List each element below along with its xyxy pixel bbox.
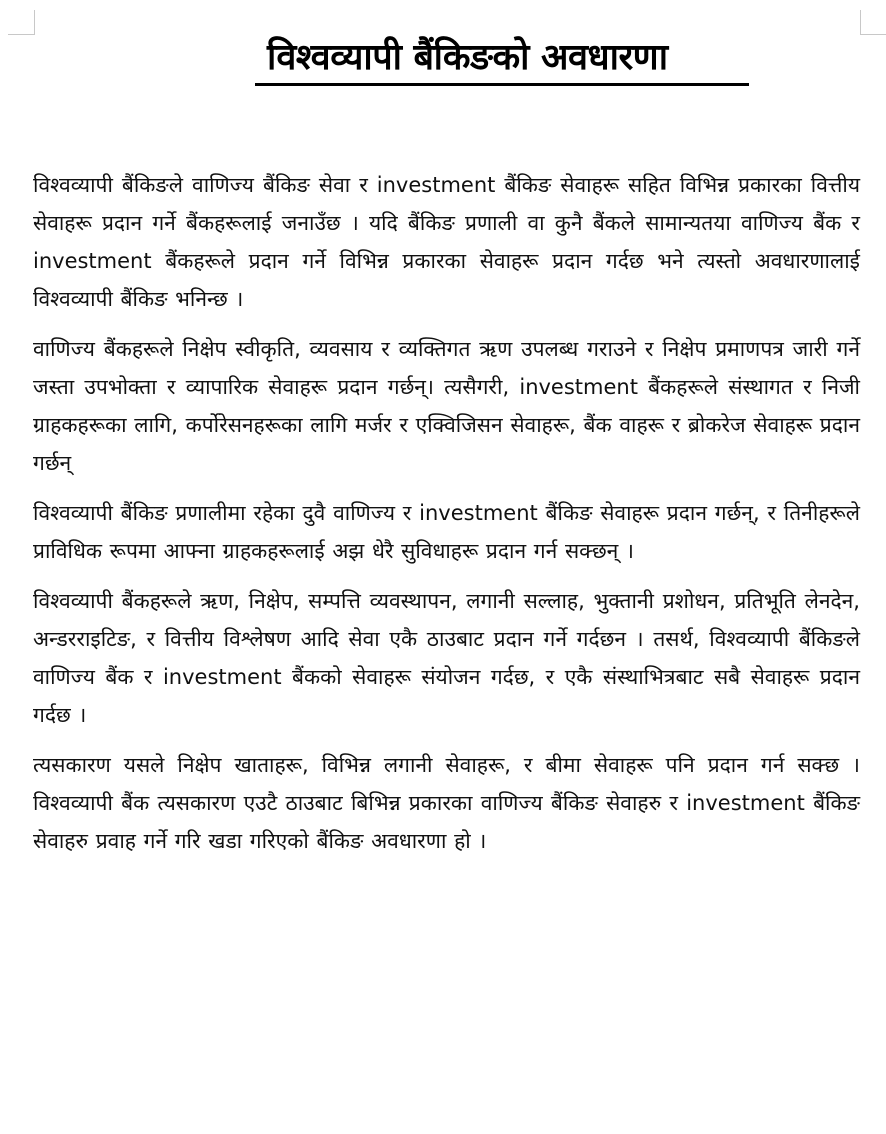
document-body bbox=[33, 166, 860, 872]
paragraph-3: विश्वव्यापी बैंकिङ प्रणालीमा रहेका दुवै वाणिज्य र investment बैंकिङ सेवाहरू प्रदान गर्छन्, र तिनीहरूले प्राविधिक रूपमा आफ्ना ग्राहकहरूलाई अझ धेरै सुविधाहरू प्रदान गर्न सक्छन् । bbox=[33, 501, 860, 563]
paragraph-1: विश्वव्यापी बैंकिङले वाणिज्य बैंकिङ सेवा र investment बैंकिङ सेवाहरू सहित विभिन्न प्रकारका वित्तीय सेवाहरू प्रदान गर्ने बैंकहरूलाई जनाउँछ । यदि बैंकिङ प्रणाली वा कुनै बैंकले सामान्यतया वाणिज्य बैंक र investment बैंकहरूले प्रदान गर्ने विभिन्न प्रकारका सेवाहरू प्रदान गर्दछ भने त्यस्तो अवधारणालाई विश्वव्यापी बैंकिङ भनिन्छ । bbox=[33, 173, 860, 311]
paragraph-5: त्यसकारण यसले निक्षेप खाताहरू, विभिन्न लगानी सेवाहरू, र बीमा सेवाहरू पनि प्रदान गर्न सक्छ । विश्वव्यापी बैंक त्यसकारण एउटै ठाउबाट बिभिन्न प्रकारका वाणिज्य बैंकिङ सेवाहरु र investment बैंकिङ सेवाहरु प्रवाह गर्ने गरि खडा गरिएको बैंकिङ अवधारणा हो । bbox=[33, 753, 860, 853]
paragraph-2: वाणिज्य बैंकहरूले निक्षेप स्वीकृति, व्यवसाय र व्यक्तिगत ऋण उपलब्ध गराउने र निक्षेप प्रमाणपत्र जारी गर्ने जस्ता उपभोक्ता र व्यापारिक सेवाहरू प्रदान गर्छन्। त्यसैगरी, investment बैंकहरूले संस्थागत र निजी ग्राहकहरूका लागि, कर्पोरेसनहरूका लागि मर्जर र एक्विजिसन सेवाहरू, बैंक वाहरू र ब्रोकरेज सेवाहरू प्रदान गर्छन् bbox=[33, 337, 860, 475]
page-corner-mark-top-left bbox=[8, 10, 35, 35]
document-title: विश्वव्यापी बैंकिङको अवधारणा bbox=[255, 34, 749, 86]
page-corner-mark-top-right bbox=[860, 10, 886, 35]
paragraph-4: विश्वव्यापी बैंकहरूले ऋण, निक्षेप, सम्पत्ति व्यवस्थापन, लगानी सल्लाह, भुक्तानी प्रशोधन, प्रतिभूति लेनदेन, अन्डरराइटिङ, र वित्तीय विश्लेषण आदि सेवा एकै ठाउबाट प्रदान गर्ने गर्दछन । तसर्थ, विश्वव्यापी बैंकिङले वाणिज्य बैंक र investment बैंकको सेवाहरू संयोजन गर्दछ, र एकै संस्थाभित्रबाट सबै सेवाहरू प्रदान गर्दछ । bbox=[33, 589, 860, 727]
